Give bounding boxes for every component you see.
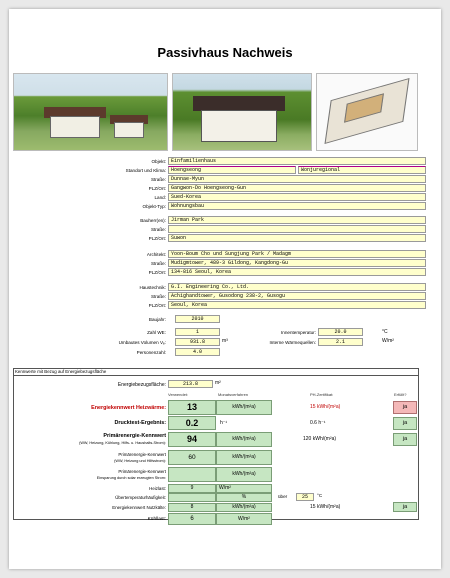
kuehllast-unit: W/m² bbox=[216, 513, 272, 525]
architekt-label: Architekt: bbox=[146, 252, 166, 257]
nutzkaelte-req-value: 15 bbox=[310, 504, 316, 510]
innentemperatur-unit: °C bbox=[382, 329, 388, 335]
uebertemperatur-grenze-unit: °C bbox=[317, 493, 323, 498]
bauherr-strasse-field[interactable] bbox=[168, 225, 426, 233]
kennwerte-title: Kennwerte mit Bezug auf Energiebezugsfläche bbox=[15, 369, 107, 374]
plz-label: PLZ/Ort: bbox=[148, 186, 166, 191]
heizwaerme-req-value: 15 bbox=[310, 404, 316, 410]
heizlast-value: 9 bbox=[168, 484, 216, 493]
objekt-label: Objekt: bbox=[151, 159, 166, 164]
page-title: Passivhaus Nachweis bbox=[157, 45, 293, 60]
volumen-unit: m³ bbox=[222, 338, 228, 344]
bauherr-plz-field[interactable]: Suwon bbox=[168, 234, 426, 242]
uebertemperatur-unit: % bbox=[216, 493, 272, 502]
haustechnik-plz-field[interactable]: Seoul, Korea bbox=[168, 301, 426, 309]
primaerenergie2-sublabel: (WW, Heizung und Hilfsstrom): bbox=[114, 459, 166, 463]
nutzkaelte-requirement bbox=[310, 504, 340, 510]
heizwaerme-value: 13 bbox=[168, 400, 216, 415]
heizwaerme-label: Energiekennwert Heizwärme: bbox=[91, 405, 166, 411]
uebertemperatur-value bbox=[168, 493, 216, 502]
haustechnik-plz-label: PLZ/Ort: bbox=[148, 303, 166, 308]
haustechnik-strasse-label: Straße: bbox=[150, 294, 166, 299]
nutzkaelte-value: 8 bbox=[168, 503, 216, 512]
drucktest-req-value: 0.6 bbox=[310, 420, 317, 426]
col-ph-zertifikat: PH-Zertifikat: bbox=[310, 392, 334, 397]
innentemperatur-label: Innentemperatur: bbox=[281, 330, 316, 335]
primaerenergie3-sublabel: Einsparung durch solar erzeugten Strom: bbox=[96, 476, 166, 480]
architekt-plz-field[interactable]: 134-816 Seoul, Korea bbox=[168, 268, 426, 276]
drucktest-label: Drucktest-Ergebnis: bbox=[114, 420, 166, 426]
haustechnik-field[interactable]: G.I. Engineering Co., Ltd. bbox=[168, 283, 426, 291]
waermequellen-unit: W/m² bbox=[382, 338, 394, 344]
architekt-strasse-field[interactable]: Mudigmtower, 489-3 Gildong, Kangdong-Gu bbox=[168, 259, 426, 267]
col-monatsverfahren: Monatsverfahren bbox=[218, 392, 249, 397]
primaerenergie-req-value: 120 bbox=[303, 436, 312, 442]
kuehllast-value: 6 bbox=[168, 513, 216, 525]
architekt-field[interactable]: Yoon-Boum Cho und Sungjung Park / Madagm bbox=[168, 250, 426, 258]
objekt-typ-label: Objekt-Typ: bbox=[142, 204, 166, 209]
objekt-field[interactable]: Einfamilienhaus bbox=[168, 157, 426, 165]
heizwaerme-unit: kWh/(m²a) bbox=[216, 400, 272, 415]
house-shape bbox=[114, 122, 144, 138]
volumen-field[interactable]: 931.8 bbox=[175, 338, 220, 346]
house-exterior-photo-1 bbox=[13, 73, 168, 151]
standort-field[interactable]: Hoengseong bbox=[168, 166, 296, 174]
bauherr-plz-label: PLZ/Ort: bbox=[148, 236, 166, 241]
heizlast-label: Heizlast: bbox=[149, 486, 166, 491]
house-shape bbox=[201, 110, 277, 142]
klima-field[interactable]: Wonjuregional bbox=[298, 166, 426, 174]
primaerenergie-erfuellt: ja bbox=[393, 433, 417, 446]
floor-plan-render bbox=[316, 73, 418, 151]
plz-field[interactable]: Gangwon-Do Hoengseong-Gun bbox=[168, 184, 426, 192]
section-divider bbox=[13, 375, 419, 376]
uebertemperatur-ueber: über bbox=[278, 494, 288, 499]
architekt-plz-label: PLZ/Ort: bbox=[148, 270, 166, 275]
roof-shape bbox=[193, 96, 285, 111]
primaerenergie3-value bbox=[168, 467, 216, 482]
uebertemperatur-label: Übertemperaturhäufigkeit: bbox=[115, 495, 166, 500]
architekt-strasse-label: Straße: bbox=[150, 261, 166, 266]
primaerenergie2-label: Primärenergie-Kennwert bbox=[118, 452, 166, 457]
heizwaerme-requirement bbox=[310, 404, 340, 410]
zahl-we-label: Zahl WE: bbox=[147, 330, 166, 335]
nutzkaelte-label: Energiekennwert Nutzkälte: bbox=[112, 505, 166, 510]
bauherr-strasse-label: Straße: bbox=[150, 227, 166, 232]
drucktest-unit: h⁻¹ bbox=[220, 420, 228, 426]
volumen-label: Umbautes Volumen Vₑ: bbox=[118, 340, 166, 345]
primaerenergie-unit: kWh/(m²a) bbox=[216, 432, 272, 447]
ebf-field[interactable]: 213.8 bbox=[168, 380, 213, 388]
haustechnik-label: Haustechnik: bbox=[139, 285, 166, 290]
primaerenergie2-unit: kWh/(m²a) bbox=[216, 450, 272, 465]
drucktest-erfuellt: ja bbox=[393, 417, 417, 430]
primaerenergie-sublabel: (WW, Heizung, Kühlung, Hilfs- u. Haushalts-Strom): bbox=[79, 441, 166, 445]
land-label: Land: bbox=[154, 195, 166, 200]
primaerenergie-label: Primärenergie-Kennwert bbox=[103, 433, 166, 439]
nutzkaelte-erfuellt: ja bbox=[393, 502, 417, 512]
strasse-label: Straße: bbox=[150, 177, 166, 182]
strasse-field[interactable]: Dunnae-Myun bbox=[168, 175, 426, 183]
baujahr-label: Baujahr: bbox=[148, 317, 166, 322]
col-erfuellt: Erfüllt? bbox=[394, 392, 407, 397]
waermequellen-field[interactable]: 2.1 bbox=[318, 338, 363, 346]
house-exterior-photo-2 bbox=[172, 73, 312, 151]
land-field[interactable]: Sued-Korea bbox=[168, 193, 426, 201]
bauherr-field[interactable]: Jirman Park bbox=[168, 216, 426, 224]
objekt-typ-field[interactable]: Wohnungsbau bbox=[168, 202, 426, 210]
nutzkaelte-unit: kWh/(m²a) bbox=[216, 503, 272, 512]
zahl-we-field[interactable]: 1 bbox=[175, 328, 220, 336]
waermequellen-label: Interne Wärmequellen: bbox=[269, 340, 316, 345]
innentemperatur-field[interactable]: 20.0 bbox=[318, 328, 363, 336]
standort-label: Standort und Klima: bbox=[125, 168, 166, 173]
primaerenergie2-value: 60 bbox=[168, 450, 216, 465]
house-shape bbox=[50, 116, 100, 138]
col-verwendet: Verwendet: bbox=[168, 392, 189, 397]
bauherr-label: Bauherr(en): bbox=[140, 218, 166, 223]
kuehllast-label: Kühllast: bbox=[147, 517, 166, 522]
baujahr-field[interactable]: 2010 bbox=[175, 315, 220, 323]
drucktest-requirement bbox=[310, 420, 325, 426]
personenzahl-field[interactable]: 4.0 bbox=[175, 348, 220, 356]
personenzahl-label: Personenzahl: bbox=[136, 350, 166, 355]
primaerenergie3-label: Primärenergie-Kennwert bbox=[118, 469, 166, 474]
ebf-label: Energiebezugsfläche: bbox=[117, 382, 166, 388]
primaerenergie3-unit: kWh/(m²a) bbox=[216, 467, 272, 482]
heizwaerme-req-unit: kWh/(m²a) bbox=[316, 404, 341, 410]
drucktest-req-unit: h⁻¹ bbox=[318, 420, 326, 426]
primaerenergie-requirement bbox=[303, 436, 336, 442]
drucktest-value: 0.2 bbox=[168, 416, 216, 430]
uebertemperatur-grenze-field[interactable]: 25 bbox=[296, 493, 314, 501]
primaerenergie-req-unit: kWh/(m²a) bbox=[312, 436, 337, 442]
heizwaerme-erfuellt: ja bbox=[393, 401, 417, 414]
ebf-unit: m² bbox=[215, 380, 221, 386]
haustechnik-strasse-field[interactable]: Achighandtower, Gusodong 238-2, Gusogu bbox=[168, 292, 426, 300]
primaerenergie-value: 94 bbox=[168, 432, 216, 447]
heizlast-unit: W/m² bbox=[216, 484, 272, 493]
nutzkaelte-req-unit: kWh/(m²a) bbox=[316, 504, 341, 510]
